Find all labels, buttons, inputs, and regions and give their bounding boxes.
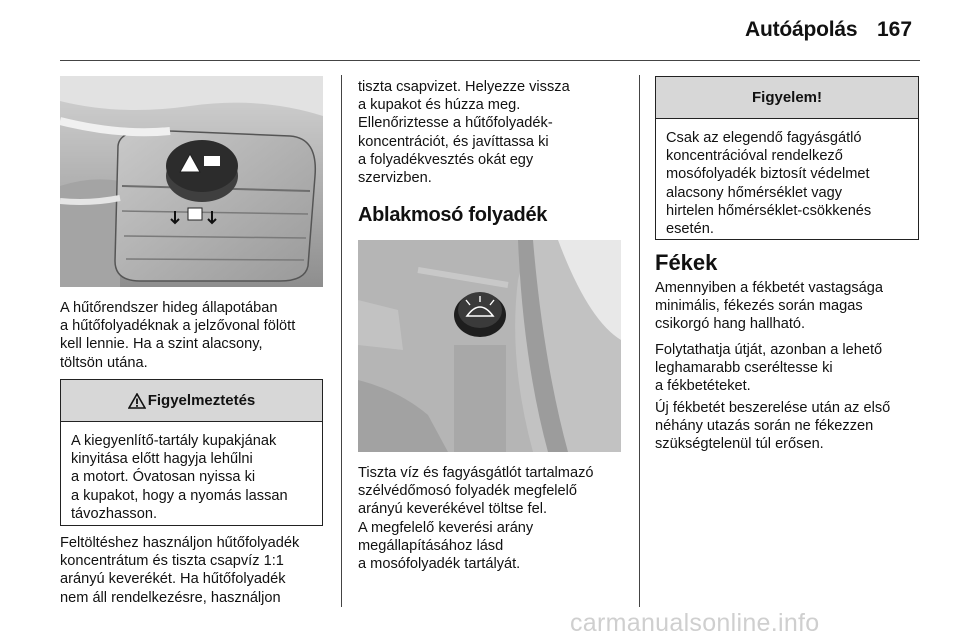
section-heading-washer-fluid: Ablakmosó folyadék (358, 204, 548, 226)
text-line: esetén. (666, 221, 714, 238)
notice-box (655, 76, 919, 240)
text-line: csikorgó hang hallható. (655, 316, 806, 333)
warning-box-header (61, 380, 322, 422)
column-divider-2 (639, 75, 640, 607)
text-line: Folytathatja útját, azonban a lehető (655, 342, 883, 358)
text-line: néhány utazás során ne fékezzen (655, 418, 874, 435)
header-rule (60, 60, 920, 61)
text-line: a kupakot, hogy a nyomás lassan (71, 487, 288, 504)
text-line: A hűtőrendszer hideg állapotában (60, 300, 278, 316)
text-line: szélvédőmosó folyadék megfelelő (358, 483, 578, 500)
text-line: arányú keverékével töltse fel. (358, 501, 548, 518)
notice-box-body (656, 119, 918, 238)
text-line: Feltöltéshez használjon hűtőfolyadék (60, 535, 300, 551)
text-line: Amennyiben a fékbetét vastagsága (655, 280, 883, 296)
text-line: mosófolyadék biztosít védelmet (666, 166, 870, 183)
text-line: szervizben. (358, 170, 432, 187)
text-line: leghamarabb cseréltesse ki (655, 360, 833, 377)
coolant-reservoir-photo (60, 76, 323, 287)
text-line: a folyadékvesztés okát egy (358, 151, 534, 168)
text-line: a motort. Óvatosan nyissa ki (71, 469, 256, 486)
text-line: a mosófolyadék tartályát. (358, 556, 521, 573)
column3-paragraph2 (655, 341, 935, 396)
text-line: nem áll rendelkezésre, használjon (60, 589, 281, 606)
text-line: távozhasson. (71, 505, 157, 522)
text-line: a fékbetéteket. (655, 378, 751, 395)
text-line: A megfelelő keverési arány (358, 519, 534, 536)
text-line: a hűtőfolyadéknak a jelzővonal fölött (60, 318, 296, 335)
text-line: Csak az elegendő fagyásgátló (666, 130, 862, 146)
text-line: hirtelen hőmérséklet-csökkenés (666, 202, 872, 219)
section-heading-brakes: Fékek (655, 250, 718, 275)
washer-fluid-photo (358, 240, 621, 452)
warning-triangle-icon (128, 393, 146, 409)
text-line: Tiszta víz és fagyásgátlót tartalmazó (358, 465, 594, 481)
text-line: arányú keverékét. Ha hűtőfolyadék (60, 571, 286, 588)
text-line: minimális, fékezés során magas (655, 298, 863, 315)
warning-box (60, 379, 323, 526)
text-line: koncentrációt, és javíttassa ki (358, 133, 549, 150)
column1-paragraph2 (60, 534, 340, 607)
column1-paragraph1 (60, 299, 335, 372)
text-line: megállapításához lásd (358, 537, 504, 554)
text-line: koncentrátum és tiszta csapvíz 1:1 (60, 553, 284, 570)
text-line: Ellenőriztesse a hűtőfolyadék- (358, 115, 553, 132)
text-line: kell lennie. Ha a szint alacsony, (60, 336, 263, 353)
notice-box-header (656, 77, 918, 119)
warning-box-title: Figyelmeztetés (147, 392, 256, 409)
text-line: Új fékbetét beszerelése után az első (655, 400, 891, 416)
watermark: carmanualsonline.info (570, 609, 820, 637)
text-line: a kupakot és húzza meg. (358, 97, 521, 114)
column2-paragraph2 (358, 464, 636, 573)
column3-paragraph3 (655, 399, 935, 454)
text-line: tiszta csapvizet. Helyezze vissza (358, 79, 570, 95)
text-line: szükségtelenül túl erősen. (655, 436, 824, 453)
text-line: kinyitása előtt hagyja lehűlni (71, 451, 253, 468)
page-number: 167 (877, 18, 913, 41)
column-divider-1 (341, 75, 342, 607)
notice-box-title: Figyelem! (751, 89, 823, 106)
text-line: alacsony hőmérséklet vagy (666, 184, 843, 201)
warning-box-body (61, 422, 322, 523)
column3-paragraph1 (655, 279, 935, 334)
text-line: A kiegyenlítő-tartály kupakjának (71, 433, 277, 449)
header-title: Autóápolás (745, 18, 858, 41)
text-line: koncentrációval rendelkező (666, 148, 843, 165)
column2-paragraph1 (358, 78, 633, 187)
text-line: töltsön utána. (60, 354, 148, 371)
